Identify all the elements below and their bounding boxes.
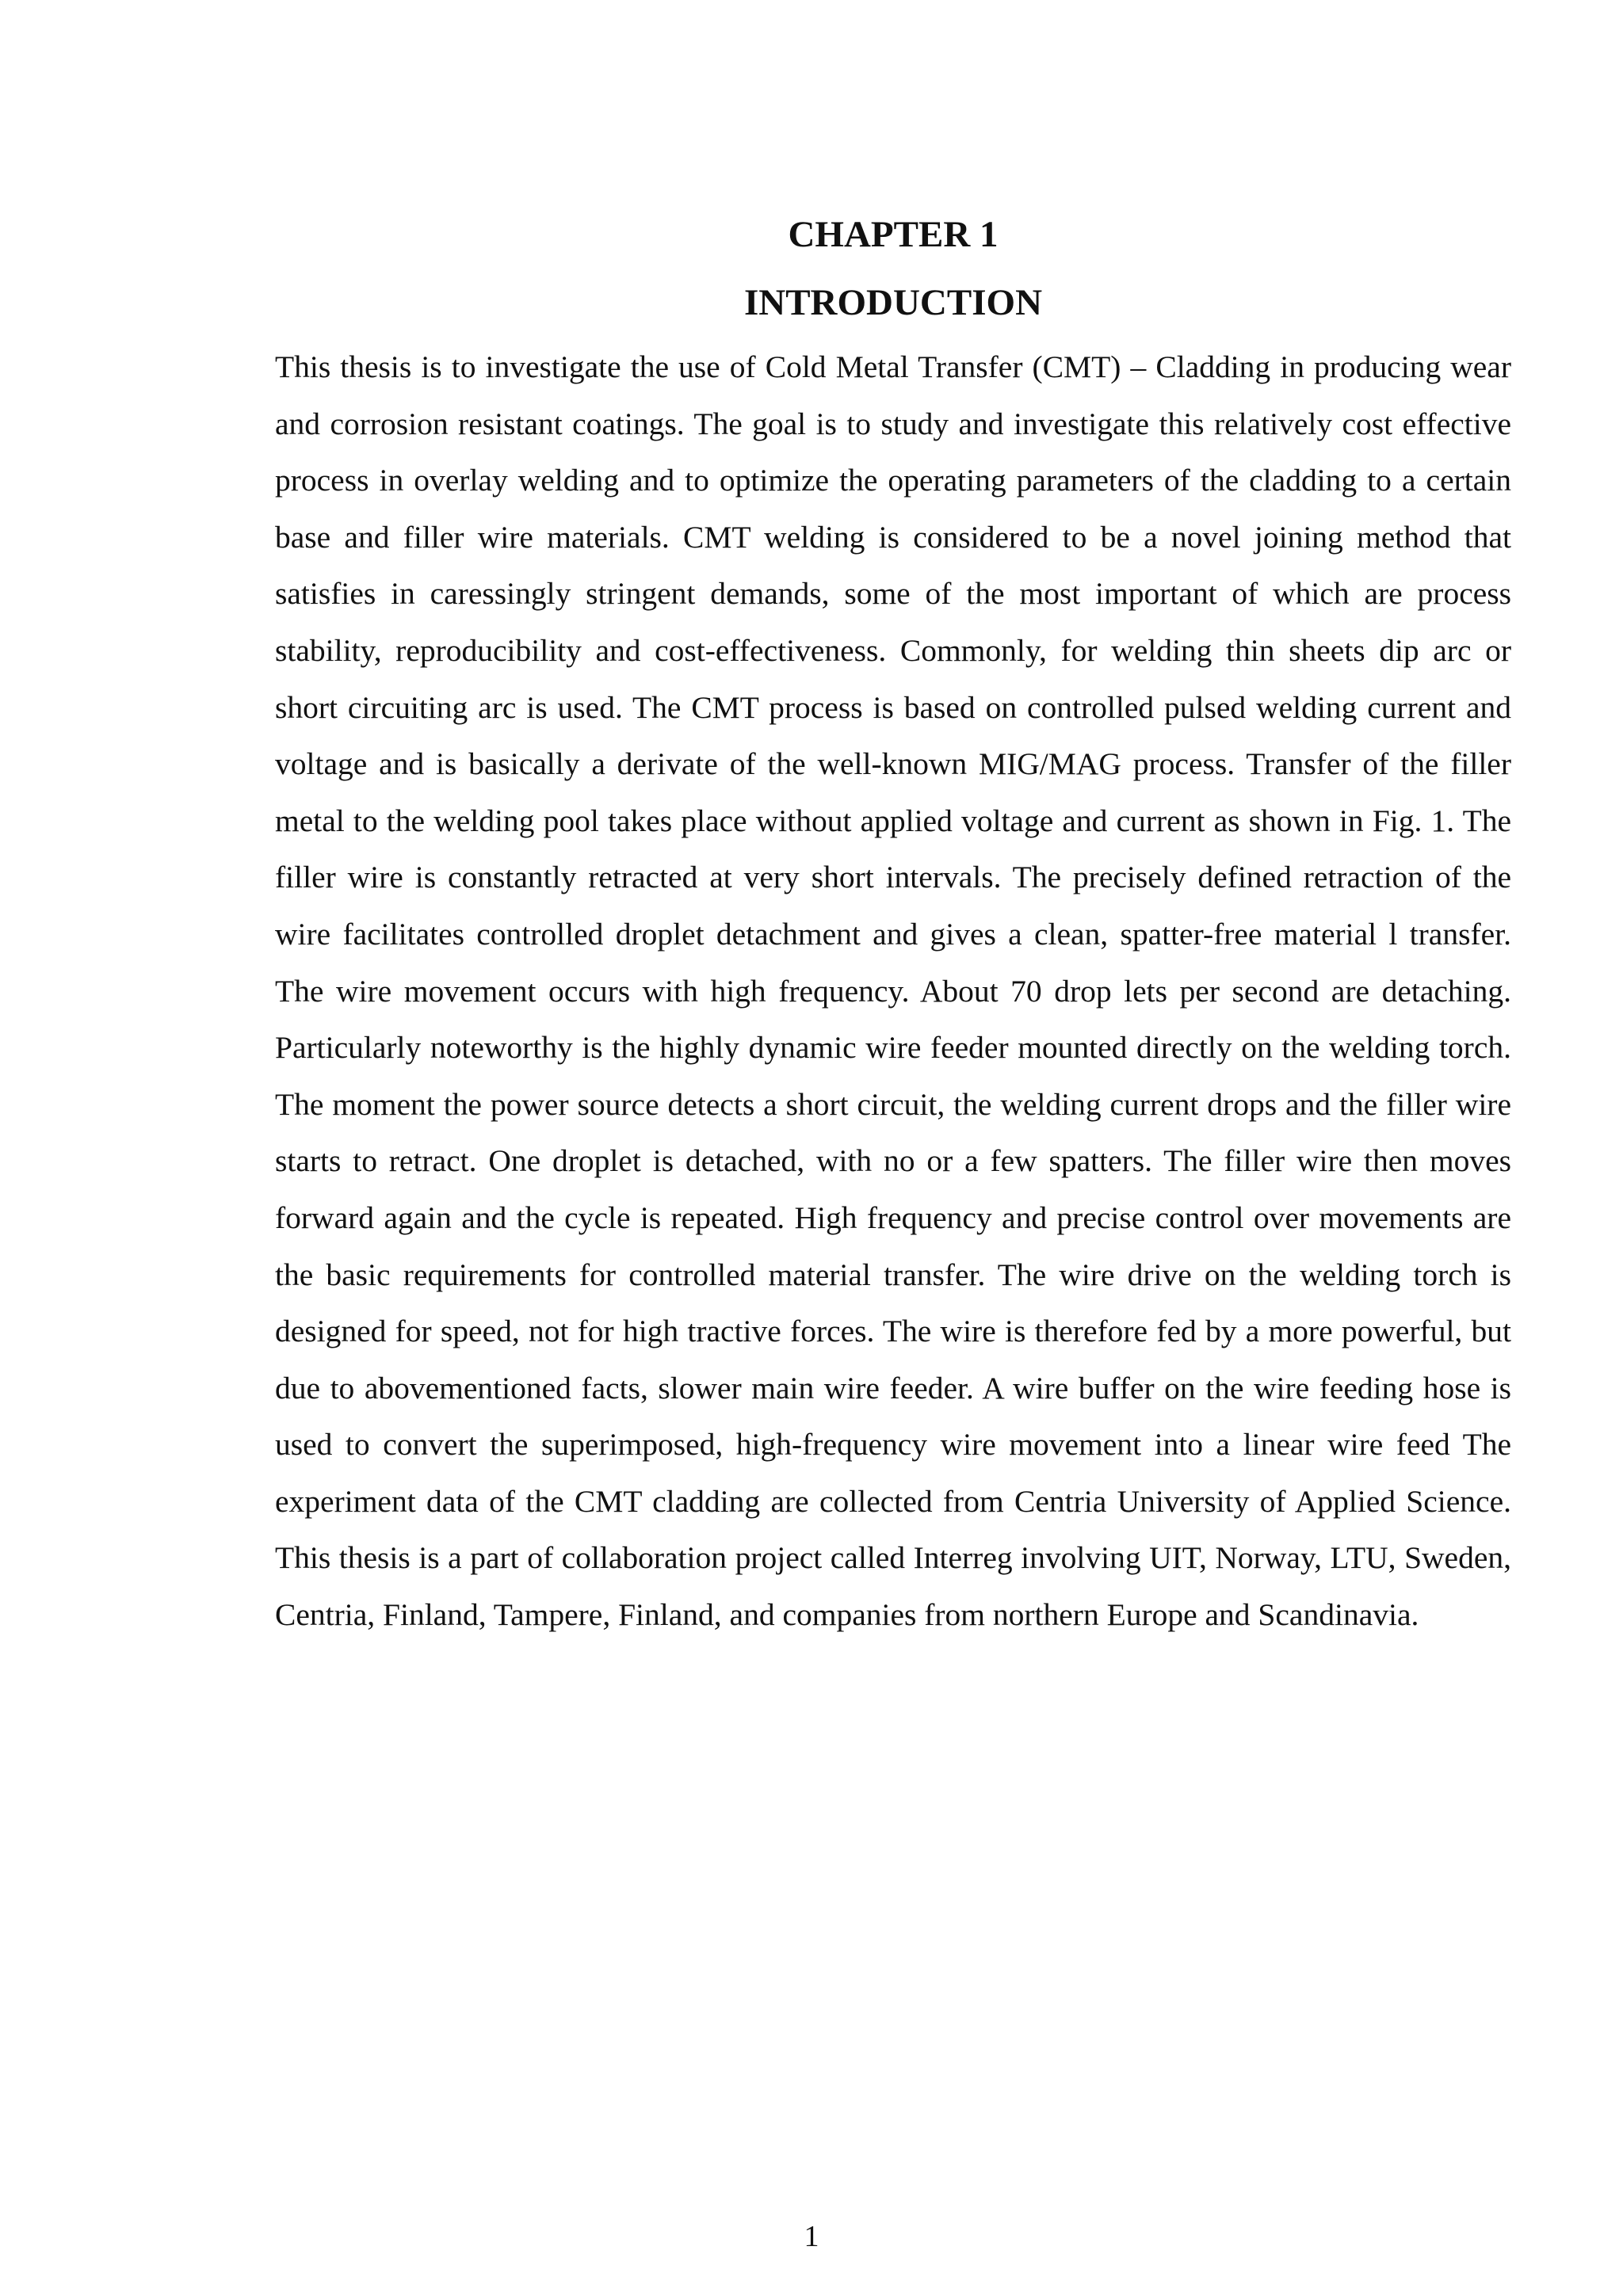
introduction-paragraph: This thesis is to investigate the use of Cold Metal Transfer (CMT) – Cladding in producing wear and corrosion resistant coatings. The goal is to study and investigate this relatively cost effective process in overlay welding and to optimize the operating parameters of the cladding to a certain base and filler wire materials. CMT welding is considered to be a novel joining method that satisfies in caressingly stringent demands, some of the most important of which are process stability, reproducibility and cost-effectiveness. Commonly, for welding thin sheets dip arc or short circuiting arc is used. The CMT process is based on controlled pulsed welding current and voltage and is basically a derivate of the well-known MIG/MAG process. Transfer of the filler metal to the welding pool takes place without applied voltage and current as shown in Fig. 1. The filler wire is constantly retracted at very short intervals. The precisely defined retraction of the wire facilitates controlled droplet detachment and gives a clean, spatter-free material l transfer. The wire movement occurs with high frequency. About 70 drop lets per second are detaching. Particularly noteworthy is the highly dynamic wire feeder mounted directly on the welding torch. The moment the power source detects a short circuit, the welding current drops and the filler wire starts to retract. One droplet is detached, with no or a few spatters. The filler wire then moves forward again and the cycle is repeated. High frequency and precise control over movements are the basic requirements for controlled material transfer. The wire drive on the welding torch is designed for speed, not for high tractive forces. The wire is therefore fed by a more powerful, but due to abovementioned facts, slower main wire feeder. A wire buffer on the wire feeding hose is used to convert the superimposed, high-frequency wire movement into a linear wire feed The experiment data of the CMT cladding are collected from Centria University of Applied Science. This thesis is a part of collaboration project called Interreg involving UIT, Norway, LTU, Sweden, Centria, Finland, Tampere, Finland, and companies from northern Europe and Scandinavia. [275, 349, 1511, 1633]
chapter-number-heading: CHAPTER 1 [788, 214, 999, 255]
page-number: 1 [804, 2220, 819, 2253]
chapter-title-heading: INTRODUCTION [743, 282, 1043, 323]
